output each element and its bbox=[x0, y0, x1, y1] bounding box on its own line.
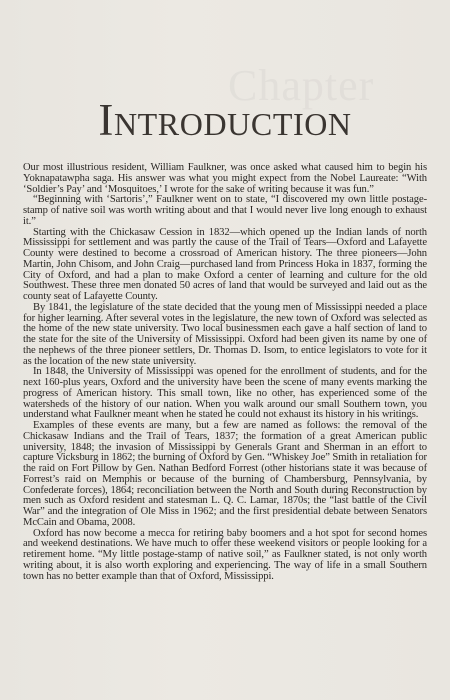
paragraph-1: Our most illustrious resident, William Faulkner, was once asked what caused him to begin his Yoknapatawpha saga. His answer was what you might expect from the Nobel Laureate: “With ‘Soldier’s Pay’ and ‘Mosquitoes,’ I wrote for the sake of writing because it was fun.” bbox=[23, 162, 427, 195]
introduction-body bbox=[23, 163, 427, 582]
paragraph-3: Starting with the Chickasaw Cession in 1832—which opened up the Indian lands of north Mississippi for settlement and was partly the cause of the Trail of Tears—Oxford and Lafayette County were destined to become a crossroad of American history. The three pioneers—John Martin, John Chisom, and John Craig—purchased land from Princess Hoka in 1837, forming the City of Oxford, and had a plan to make Oxford a center of learning and culture for the old Southwest. These three men donated 50 acres of land that would be surveyed and laid out as the county seat of Lafayette County. bbox=[23, 226, 427, 302]
page-heading: Introduction bbox=[98, 95, 352, 145]
paragraph-6: Examples of these events are many, but a few are named as follows: the removal of the Chickasaw Indians and the Trail of Tears, 1837; the formation of a great American public university, 1848; the invasion of Mississippi by Generals Grant and Sherman in an effort to capture Vicksburg in 1862; the burning of Oxford by Gen. “Whiskey Joe” Smith in retaliation for the raid on Fort Pillow by Gen. Nathan Bedford Forrest (other historians state it was because of Forrest’s raid on Memphis or because of the burning of Chambersburg, Pennsylvania, by Confederate forces), 1864; reconciliation between the North and South during Reconstruction by men such as Oxford resident and statesman L. Q. C. Lamar, 1870s; the “last battle of the Civil War” and the integration of Ole Miss in 1962; and the first presidential debate between Senators McCain and Obama, 2008. bbox=[23, 420, 427, 528]
paragraph-4: By 1841, the legislature of the state decided that the young men of Mississippi needed a place for higher learning. After several votes in the legislature, the new town of Oxford was selected as the home of the new state university. Two local businessmen each gave a half section of land to the state for the site of the University of Mississippi. Oxford had been given its name by one of the nephews of the three pioneer settlers, Dr. Thomas D. Isom, to entice legislators to vote for it as the location of the new state university. bbox=[23, 301, 427, 367]
bleed-through-heading: Chapter bbox=[228, 61, 375, 110]
paragraph-2: “Beginning with ‘Sartoris’,” Faulkner went on to state, “I discovered my own little postage-stamp of native soil was worth writing about and that I would never live long enough to exhaust it.” bbox=[23, 194, 427, 227]
paragraph-7: Oxford has now become a mecca for retiring baby boomers and a hot spot for second homes and weekend destinations. We have much to offer these weekend visitors or people looking for a retirement home. “My little postage-stamp of native soil,” as Faulkner stated, is not only worth writing about, it is also worth exploring and experiencing. The way of life in a small Southern town has no better example than that of Oxford, Mississippi. bbox=[23, 527, 427, 582]
paragraph-5: In 1848, the University of Mississippi was opened for the enrollment of students, and for the next 160-plus years, Oxford and the university have been the scene of many events marking the progress of American history. This small town, like no other, has experienced some of the watersheds of the history of our nation. When you walk around our small Southern town, you understand what Faulkner meant when he stated he could not exhaust its history in his writings. bbox=[23, 366, 427, 421]
